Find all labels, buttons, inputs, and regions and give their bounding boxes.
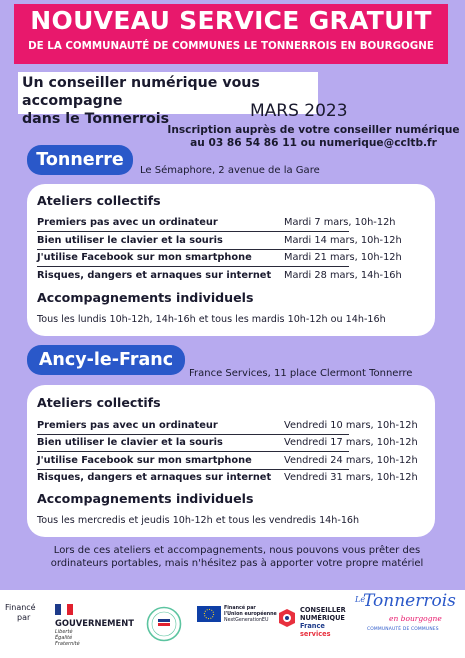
tonnerrois-cc: COMMUNAUTÉ DE COMMUNES [367,627,439,632]
eu-funding-text [224,606,277,624]
inscription-line-1: Inscription auprès de votre conseiller numérique [167,124,460,136]
loan-note-line-1: Lors de ces ateliers et accompagnements, nous pouvons vous prêter des [53,545,421,556]
slogan-line-1: Un conseiller numérique vous accompagne [22,75,260,109]
funded-by-label [5,603,36,623]
page-subtitle: DE LA COMMUNAUTÉ DE COMMUNES LE TONNERROIS EN BOURGOGNE [28,40,434,52]
conseiller-numerique-mark-icon [278,608,296,628]
atelier-date: Mardi 7 mars, 10h-12h [284,217,396,228]
funded-line-2: par [17,613,31,622]
republic-motto [55,629,80,647]
row-divider [37,266,349,267]
eu-line-2: l'Union européenne [224,612,277,617]
atelier-date: Mardi 28 mars, 14h-16h [284,270,402,281]
schedule-card-ancy-le-franc [27,385,435,537]
gouvernement-label: GOUVERNEMENT [55,618,134,628]
row-divider [37,469,349,470]
tonnerrois-logo [353,589,457,647]
french-flag-icon [55,604,73,615]
atelier-title: Bien utiliser le clavier et la souris [37,235,223,246]
tonnerrois-le: Le [355,595,366,604]
atelier-title: J'utilise Facebook sur mon smartphone [37,455,252,466]
loan-note-line-2: ordinateurs portables, mais n'hésitez pas à apporter votre propre matériel [50,558,424,569]
location-address-ancy-le-franc: France Services, 11 place Clermont Tonnerre [189,368,413,379]
atelier-date: Vendredi 17 mars, 10h-12h [284,437,418,448]
tonnerrois-sub: en bourgogne [389,614,442,623]
france-relance-logo-icon [146,606,182,642]
motto-line-1: Liberté [55,629,73,635]
individuel-text: Tous les lundis 10h-12h, 14h-16h et tous les mardis 10h-12h ou 14h-16h [37,314,386,325]
individuel-heading: Accompagnements individuels [37,290,254,305]
atelier-title: Risques, dangers et arnaques sur internet [37,472,272,483]
loan-note [22,544,452,570]
atelier-date: Mardi 14 mars, 10h-12h [284,235,402,246]
eu-line-1: Financé par [224,606,256,611]
inscription-line-2: au 03 86 54 86 11 ou numerique@ccltb.fr [190,137,437,149]
motto-line-2: Égalité [55,635,73,641]
ateliers-heading: Ateliers collectifs [37,193,161,208]
cn-line-2: NUMÉRIQUE [300,614,345,622]
eu-line-3: NextGenerationEU [224,618,269,623]
tonnerrois-main: Tonnerrois [363,591,456,611]
location-pill-ancy-le-franc: Ancy-le-Franc [27,345,185,375]
motto-line-3: Fraternité [55,641,80,647]
individuel-text: Tous les mercredis et jeudis 10h-12h et tous les vendredis 14h-16h [37,515,360,526]
atelier-date: Vendredi 31 mars, 10h-12h [284,472,418,483]
ateliers-heading: Ateliers collectifs [37,395,161,410]
schedule-card-tonnerre [27,184,435,336]
inscription-info [166,124,461,150]
atelier-date: Mardi 21 mars, 10h-12h [284,252,402,263]
slogan-line-2: dans le Tonnerrois [22,111,170,127]
row-divider [37,231,349,232]
cn-line-4: services [300,630,331,638]
location-pill-tonnerre: Tonnerre [27,145,133,175]
atelier-date: Vendredi 10 mars, 10h-12h [284,420,418,431]
row-divider [37,434,349,435]
atelier-title: Premiers pas avec un ordinateur [37,420,218,431]
funded-line-1: Financé [5,603,36,612]
row-divider [37,249,349,250]
cn-line-1: CONSEILLER [300,606,346,614]
atelier-title: J'utilise Facebook sur mon smartphone [37,252,252,263]
atelier-title: Premiers pas avec un ordinateur [37,217,218,228]
row-divider [37,451,349,452]
page-title: NOUVEAU SERVICE GRATUIT [30,6,432,35]
cn-line-3: France [300,622,325,630]
month-label: MARS 2023 [250,101,348,121]
individuel-heading: Accompagnements individuels [37,491,254,506]
location-address-tonnerre: Le Sémaphore, 2 avenue de la Gare [140,165,320,176]
eu-flag-icon [197,606,221,622]
atelier-date: Vendredi 24 mars, 10h-12h [284,455,418,466]
atelier-title: Risques, dangers et arnaques sur internet [37,270,272,281]
title-banner [14,4,448,64]
atelier-title: Bien utiliser le clavier et la souris [37,437,223,448]
conseiller-numerique-text [300,606,346,638]
